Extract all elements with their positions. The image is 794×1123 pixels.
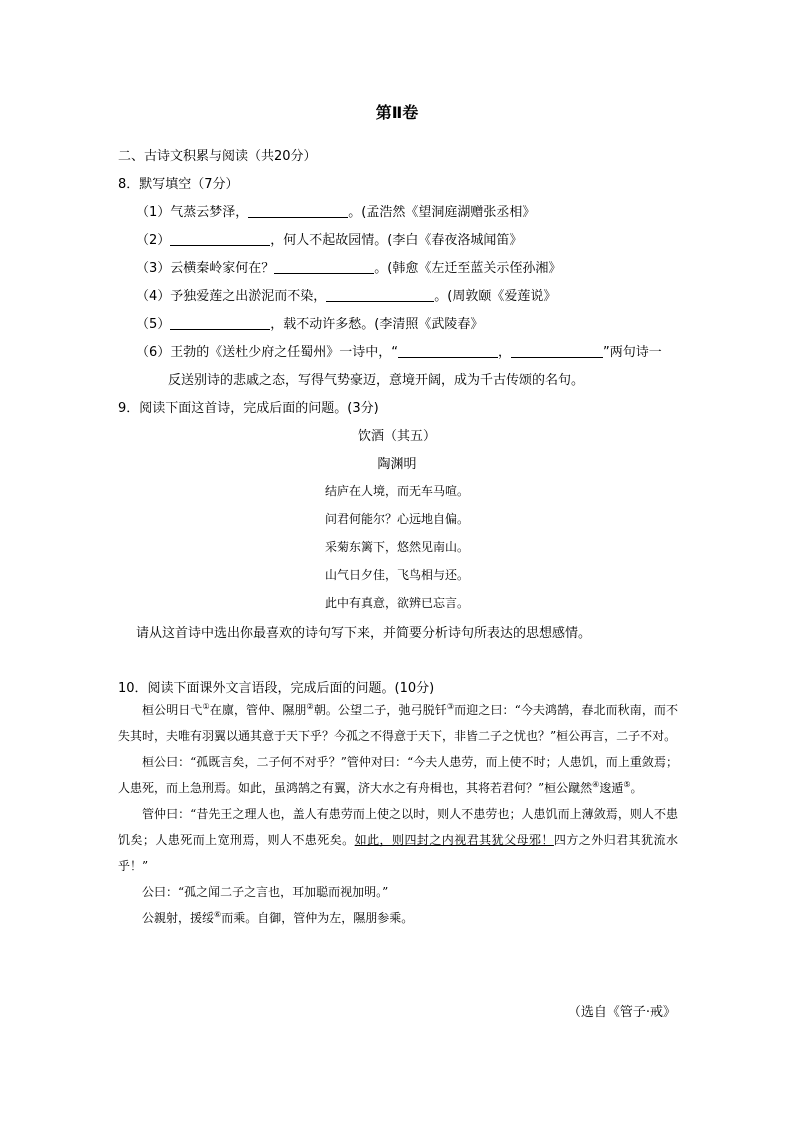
q8-heading: 8．默写填空（7分） xyxy=(118,177,239,192)
poem-line: 采菊东篱下，悠然见南山。 xyxy=(324,540,469,554)
poem-author: 陶渊明 xyxy=(377,457,417,472)
item-prefix: 予独爱莲之出淤泥而不染， xyxy=(170,289,327,304)
item-suffix: 。(韩愈《左迁至蓝关示侄孙湘》 xyxy=(374,261,562,276)
passage-source: （选自《管子·戒》 xyxy=(567,1005,676,1020)
item-suffix: 。(孟浩然《望洞庭湖赠张丞相》 xyxy=(348,205,536,220)
answer-blank[interactable] xyxy=(274,259,374,274)
answer-blank[interactable] xyxy=(326,287,434,302)
q9-heading: 9．阅读下面这首诗，完成后面的问题。(3分) xyxy=(118,401,379,416)
q8-item-3 xyxy=(136,257,561,276)
answer-blank[interactable] xyxy=(170,231,270,246)
poem-line: 山气日夕佳，飞鸟相与还。 xyxy=(324,568,469,582)
page-title: 第Ⅱ卷 xyxy=(375,103,419,122)
poem-line: 结庐在人境，而无车马喧。 xyxy=(324,484,469,498)
item-prefix: 云横秦岭家何在？ xyxy=(170,261,275,276)
underlined-sentence: 如此，则四封之内视君其犹父母邪！ xyxy=(354,833,554,847)
passage-paragraph-5: 公親射，援绥⑥而乘。自御，管仲为左，隰朋参乘。 xyxy=(142,910,414,925)
passage-paragraph-2: 桓公曰：“孤既言矣，二子何不对乎？”管仲对曰：“今夫人患劳，而上使不时；人患饥，而上重敛焉；人患死，而上急刑焉。如此，虽鸿鹄之有翼，济大水之有舟楫也，其将若君何？”桓公蹴然④逡遁⑤。 xyxy=(118,755,678,795)
item-suffix: ”两句诗一 xyxy=(603,345,662,360)
section-heading: 二、古诗文积累与阅读（共20分） xyxy=(118,149,317,164)
q8-item-6-continued: 反送别诗的悲戚之态，写得气势豪迈，意境开阔，成为千古传颂的名句。 xyxy=(168,373,585,388)
item-number: （3） xyxy=(136,261,171,276)
item-suffix: ，何人不起故园情。(李白《春夜洛城闻笛》 xyxy=(270,233,523,248)
poem-line: 此中有真意，欲辨已忘言。 xyxy=(324,596,469,610)
passage-paragraph-3: 管仲曰：“昔先王之理人也，盖人有患劳而上使之以时，则人不患劳也；人患饥而上薄敛焉，则人不患饥矣；人患死而上宽刑焉，则人不患死矣。如此，则四封之内视君其犹父母邪！四方之外归君其犹流水乎！” xyxy=(118,807,678,873)
item-number: （5） xyxy=(136,317,171,332)
passage-paragraph-1: 桓公明日弋①在廪，管仲、隰朋②朝。公望二子，弛弓脱钎③而迎之曰：“今夫鸿鹄，春北而秋南，而不失其时，夫唯有羽翼以通其意于天下乎？今孤之不得意于天下，非皆二子之忧也？”桓公再言，二子不对。 xyxy=(118,702,679,743)
q8-item-4 xyxy=(136,285,556,304)
q8-item-2 xyxy=(136,229,522,248)
item-prefix: 王勃的《送杜少府之任蜀州》一诗中，“ xyxy=(170,345,399,360)
answer-blank[interactable] xyxy=(511,343,603,358)
q8-item-1 xyxy=(136,201,535,220)
poem-title: 饮酒（其五） xyxy=(357,429,436,444)
answer-blank[interactable] xyxy=(170,315,270,330)
answer-blank[interactable] xyxy=(248,203,348,218)
item-suffix: ，载不动许多愁。(李清照《武陵春》 xyxy=(270,317,484,332)
answer-blank[interactable] xyxy=(398,343,498,358)
poem-line: 问君何能尔？心远地自偏。 xyxy=(324,512,469,526)
item-number: （4） xyxy=(136,289,171,304)
q8-item-5 xyxy=(136,313,483,332)
item-number: （1） xyxy=(136,205,171,220)
item-suffix: 。(周敦颐《爱莲说》 xyxy=(434,289,557,304)
item-number: （6） xyxy=(136,345,171,360)
q8-item-6 xyxy=(136,341,662,360)
item-separator: ， xyxy=(498,345,512,360)
item-number: （2） xyxy=(136,233,171,248)
classical-passage xyxy=(118,697,678,931)
passage-paragraph-4: 公曰：“孤之闻二子之言也，耳加聪而视加明。” xyxy=(142,885,389,899)
q9-prompt: 请从这首诗中选出你最喜欢的诗句写下来，并简要分析诗句所表达的思想感情。 xyxy=(136,626,592,641)
q10-heading: 10．阅读下面课外文言语段，完成后面的问题。(10分) xyxy=(118,681,435,696)
item-prefix: 气蒸云梦泽， xyxy=(170,205,249,220)
